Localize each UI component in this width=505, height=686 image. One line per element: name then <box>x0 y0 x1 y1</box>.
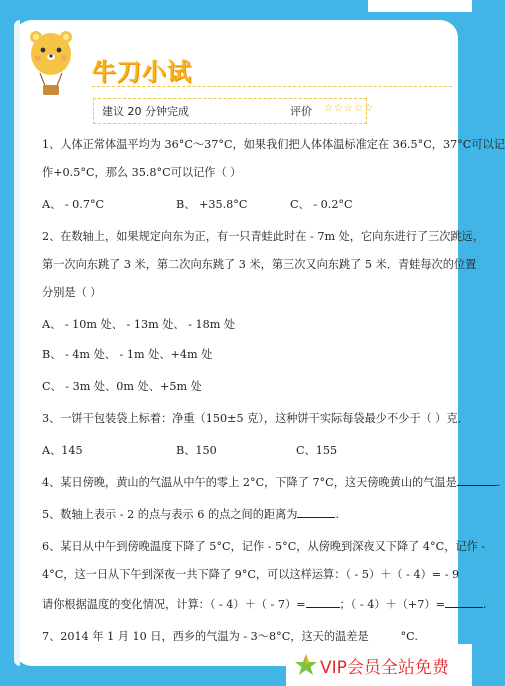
card-edge-shade <box>14 20 20 666</box>
q1-option-a: A、 - 0.7°C <box>42 198 105 211</box>
info-box <box>93 98 374 124</box>
q5-text: 5、数轴上表示 - 2 的点与表示 6 的点之间的距离为 <box>42 508 298 521</box>
q7-line1 <box>42 628 418 644</box>
q4-line1: 4、某日傍晚，黄山的气温从中午的零上 2°C，下降了 7°C，这天傍晚黄山的气温是 . <box>42 476 501 489</box>
q6-line1: 6、某日从中午到傍晚温度下降了 5°C，记作 - 5°C，从傍晚到深夜又下降了 4°C，记作 - <box>42 540 486 553</box>
q1-option-b: B、 +35.8°C <box>176 198 248 211</box>
vip-text: VIP会员全站免费 <box>320 658 449 678</box>
q1-option-c: C、 - 0.2°C <box>290 198 353 211</box>
q7-text: 7、2014 年 1 月 10 日，西乡的气温为 - 3～8°C，这天的温差是 <box>42 630 369 643</box>
q3-option-b: B、150 <box>176 444 217 457</box>
q5-answer-blank[interactable] <box>297 517 335 518</box>
q6-answer-blank-1[interactable] <box>306 607 340 608</box>
q1-line1: 1、人体正常体温平均为 36°C～37°C，如果我们把人体体温标准定在 36.5°C，37°C可以记 <box>42 138 505 151</box>
q2-option-c: C、 - 3m 处、0m 处、+5m 处 <box>42 380 202 393</box>
rating-label: 评价 <box>290 105 312 118</box>
q2-line1: 2、在数轴上，如果规定向东为正，有一只青蛙此时在 - 7m 处，它向东进行了三次跳远， <box>42 230 485 243</box>
star-icon <box>294 653 318 677</box>
q4-text: 4、某日傍晚，黄山的气温从中午的零上 2°C，下降了 7°C，这天傍晚黄山的气温是 <box>42 476 457 489</box>
q2-line2: 第一次向东跳了 3 米，第二次向东跳了 3 米，第三次又向东跳了 5 米．青蛙每次的位置 <box>42 258 477 271</box>
top-strip <box>368 0 472 12</box>
q6-line3: 请你根据温度的变化情况，计算：（ - 4）＋（ - 7）= ；（ - 4）＋（+7）= . <box>42 598 487 611</box>
time-suggestion: 建议 20 分钟完成 <box>102 105 189 118</box>
mascot-bear-balloon-icon <box>24 28 78 98</box>
section-title: 牛刀小试 <box>92 58 192 86</box>
q6-line2: 4°C，这一日从下午到深夜一共下降了 9°C，可以这样运算：（ - 5）＋（ - 4）= - 9 <box>42 568 460 581</box>
q3-option-c: C、155 <box>296 444 338 457</box>
q7-unit: °C. <box>400 630 418 643</box>
q6-answer-blank-2[interactable] <box>445 607 483 608</box>
q6-text-b: ；（ - 4）＋（+7）= <box>339 598 445 611</box>
q2-option-b: B、 - 4m 处、 - 1m 处、+4m 处 <box>42 348 213 361</box>
q6-text-a: 请你根据温度的变化情况，计算：（ - 4）＋（ - 7）= <box>42 598 306 611</box>
q2-option-a: A、 - 10m 处、 - 13m 处、 - 18m 处 <box>42 318 236 331</box>
q1-line2: 作+0.5°C，那么 35.8°C可以记作（ ） <box>42 166 242 179</box>
q3-line1: 3、一饼干包装袋上标着：净重（150±5 克），这种饼干实际每袋最少不少于（ ）克． <box>42 412 469 425</box>
q5-line1: 5、数轴上表示 - 2 的点与表示 6 的点之间的距离为 . <box>42 508 340 521</box>
q2-line3: 分别是（ ） <box>42 286 102 299</box>
q4-answer-blank[interactable] <box>457 485 497 486</box>
star-icon: ☆☆☆☆☆ <box>324 103 374 114</box>
vip-banner[interactable] <box>286 644 472 686</box>
header-divider <box>92 86 452 87</box>
q3-option-a: A、145 <box>42 444 83 457</box>
